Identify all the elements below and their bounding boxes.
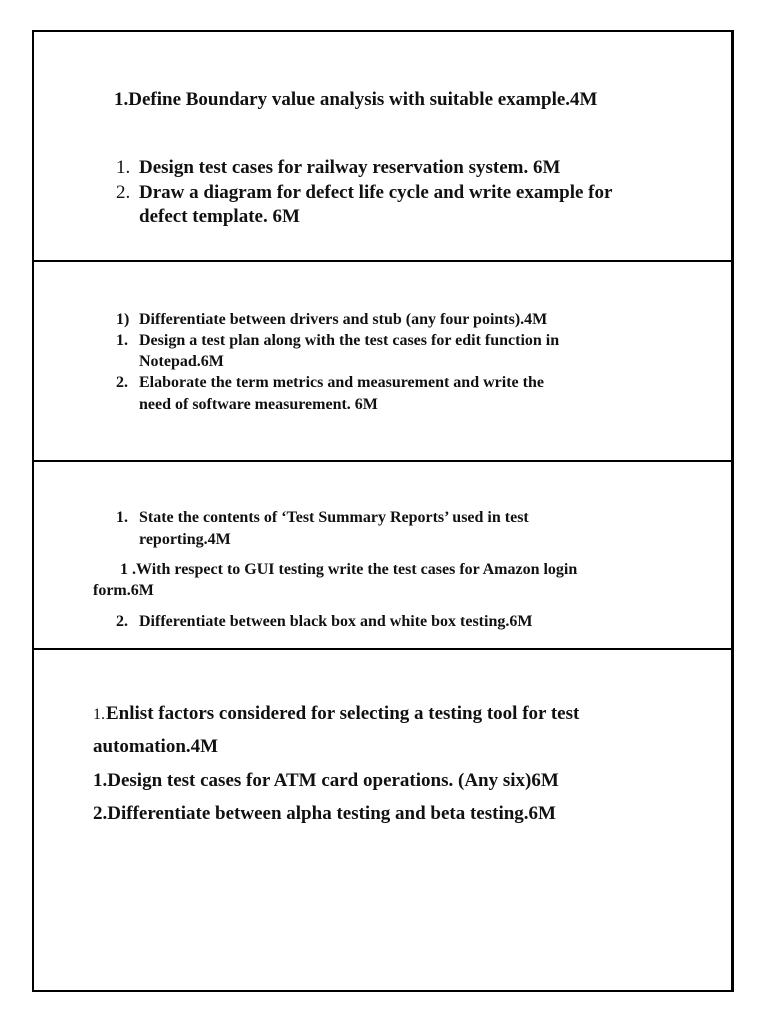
- question-number: 1.: [93, 706, 105, 723]
- question-text-continued: form.6M: [93, 582, 154, 599]
- section-divider: [32, 260, 732, 262]
- question-text: Enlist factors considered for selecting a testing tool for test: [106, 703, 580, 724]
- question-text: Differentiate between black box and white box testing.6M: [139, 613, 533, 630]
- section-1-title: 1.Define Boundary value analysis with suitable example.4M: [114, 89, 598, 110]
- question-text: Draw a diagram for defect life cycle and write example for: [139, 182, 613, 203]
- question-text-continued: reporting.4M: [139, 531, 231, 548]
- question-text: Design a test plan along with the test cases for edit function in: [139, 332, 560, 349]
- question-text: Design test cases for railway reservation system. 6M: [139, 157, 561, 178]
- question-number: 1.: [116, 332, 128, 349]
- question-text: 1.Design test cases for ATM card operations. (Any six)6M: [93, 770, 559, 791]
- question-text: 2.Differentiate between alpha testing and beta testing.6M: [93, 803, 556, 824]
- question-text: Differentiate between drivers and stub (any four points).4M: [139, 311, 548, 328]
- question-number: 1.: [116, 157, 131, 178]
- question-text: Elaborate the term metrics and measurement and write the: [139, 374, 544, 391]
- question-text-continued: Notepad.6M: [139, 353, 224, 370]
- question-text-continued: defect template. 6M: [139, 206, 300, 227]
- question-number: 2.: [116, 182, 131, 203]
- question-number: 1): [116, 311, 130, 328]
- question-number: 2.: [116, 613, 128, 630]
- section-divider: [32, 648, 732, 650]
- question-number: 1.: [116, 509, 128, 526]
- question-text: 1 .With respect to GUI testing write the test cases for Amazon login: [120, 561, 578, 578]
- question-text-continued: automation.4M: [93, 736, 219, 757]
- question-number: 2.: [116, 374, 128, 391]
- question-text: State the contents of ‘Test Summary Reports’ used in test: [139, 509, 529, 526]
- section-divider: [32, 460, 732, 462]
- question-text-continued: need of software measurement. 6M: [139, 396, 378, 413]
